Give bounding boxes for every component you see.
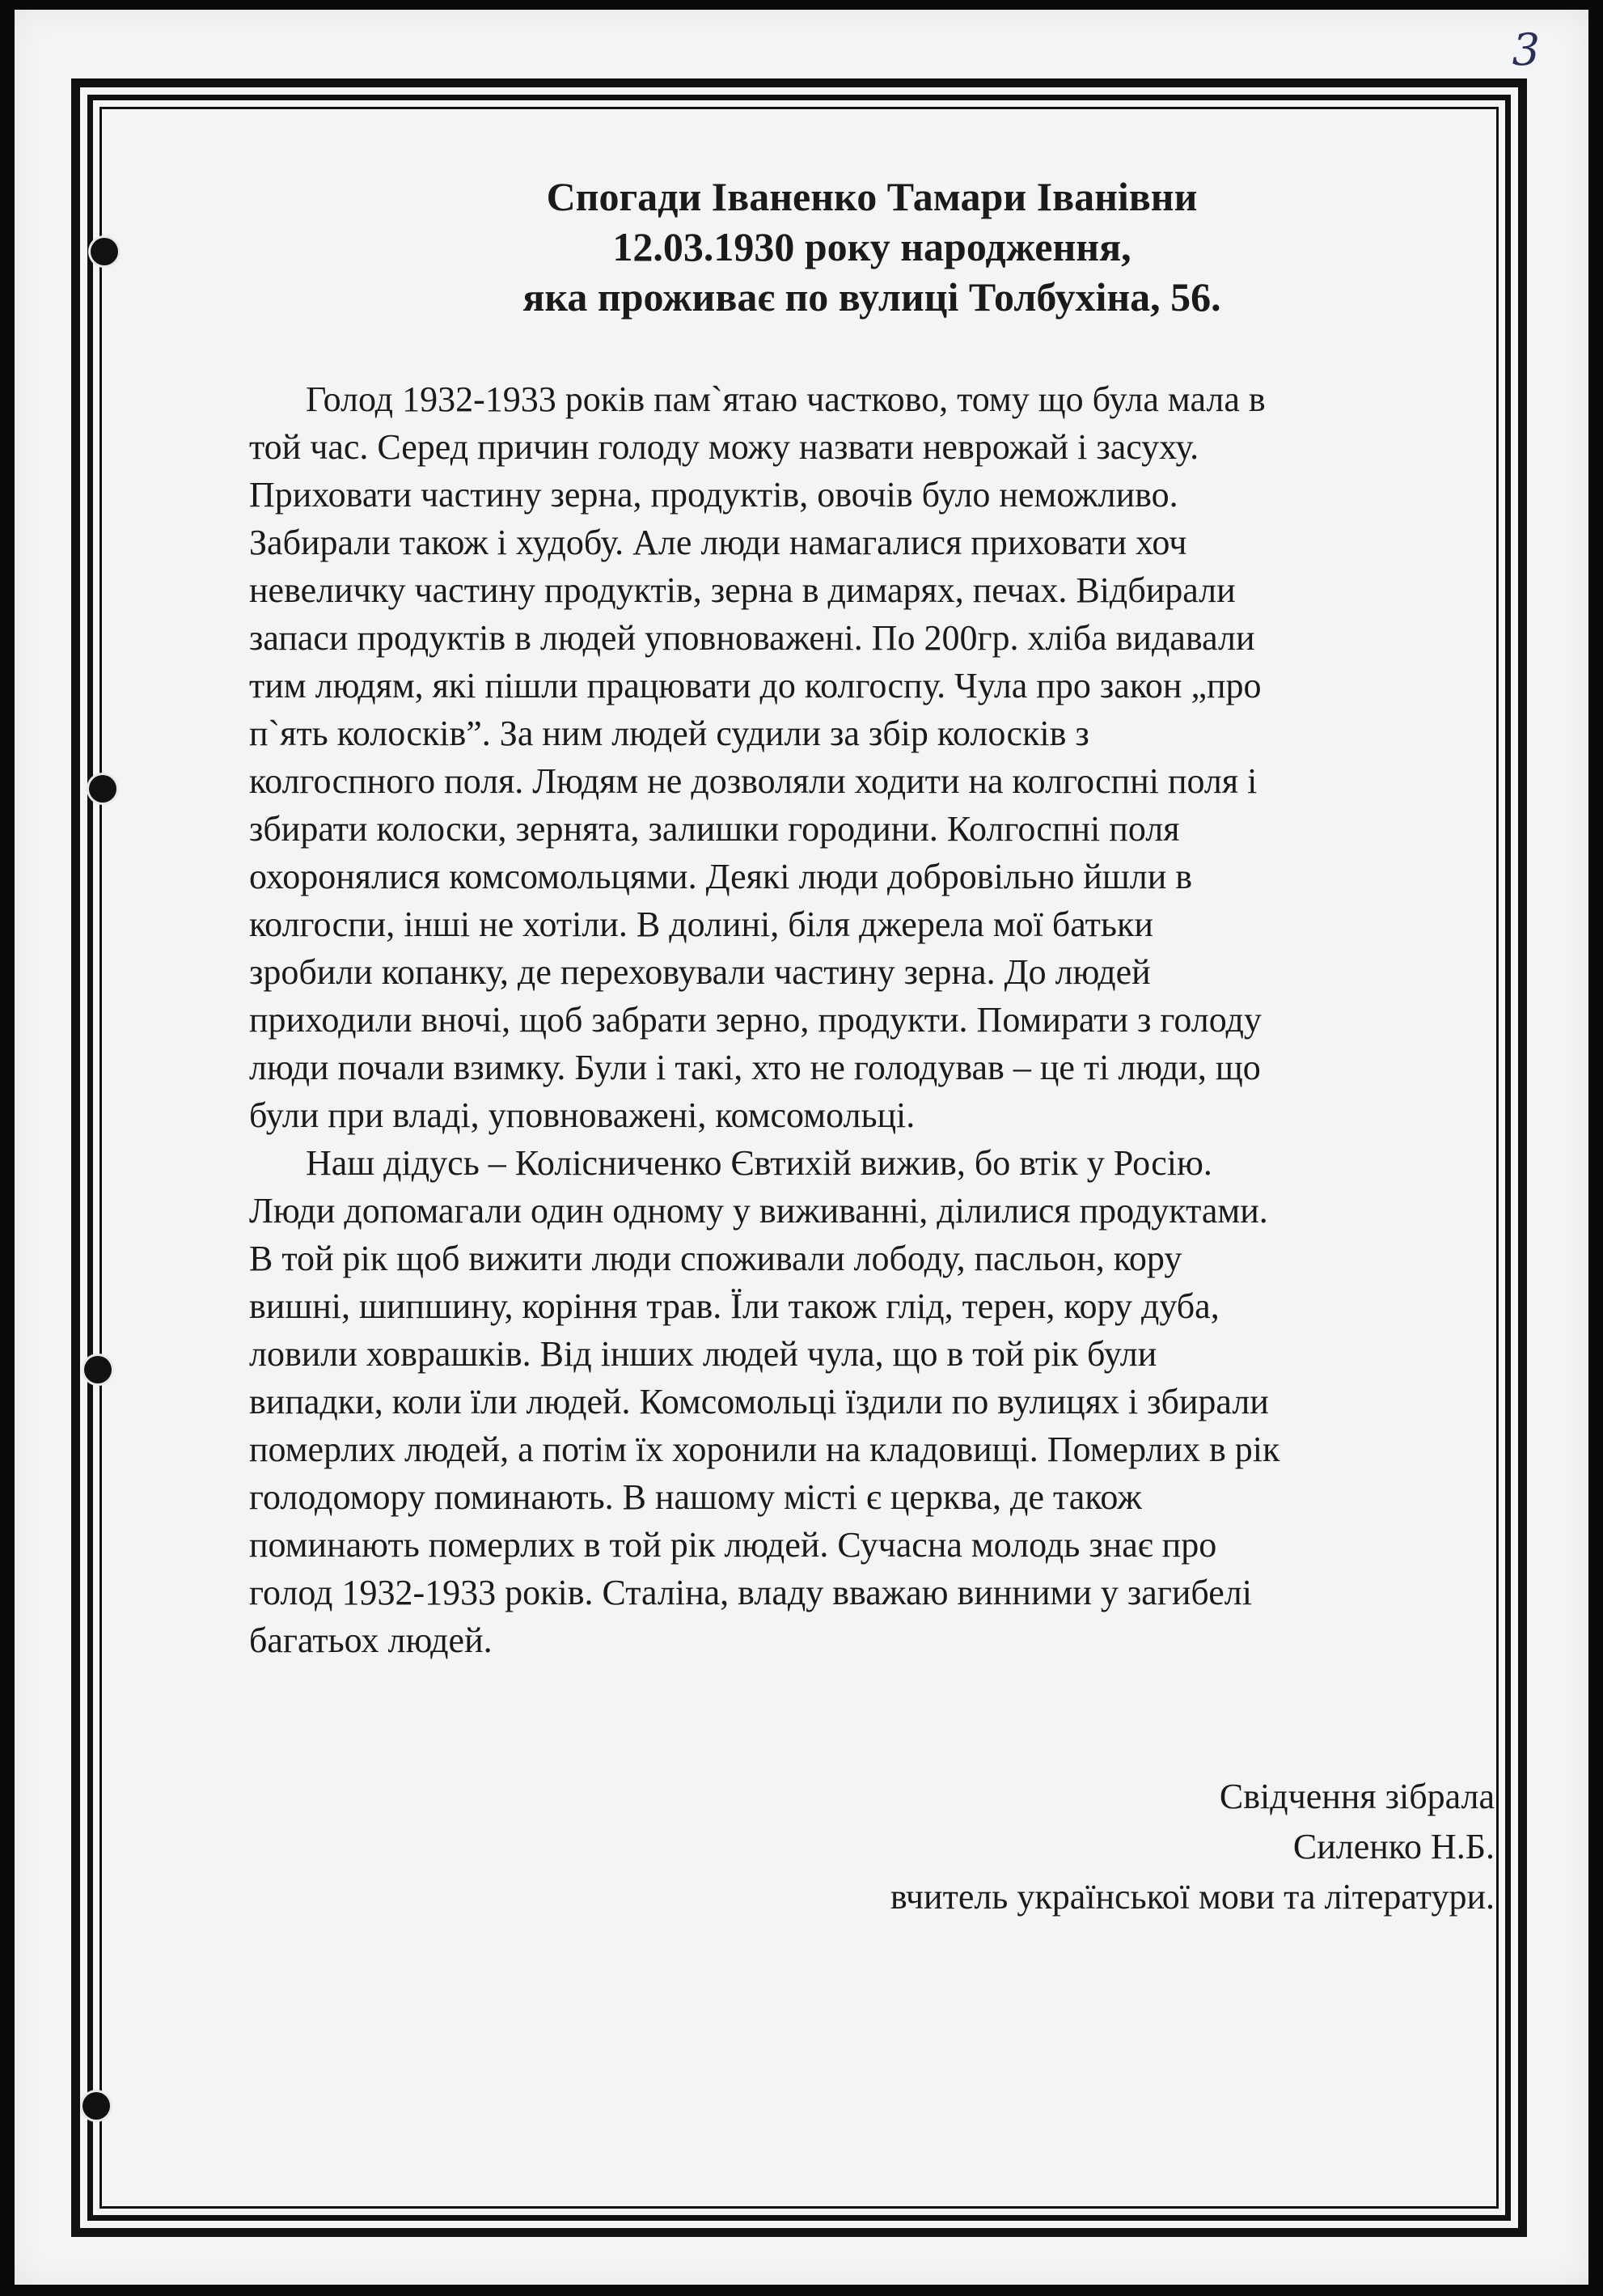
signature-line: вчитель української мови та літератури. — [890, 1877, 1495, 1917]
text-line: поминають померлих в той рік людей. Сучасна молодь знає про — [249, 1525, 1217, 1565]
text-line: Голод 1932-1933 років пам`ятаю частково, тому що була мала в — [306, 379, 1266, 419]
text-line: багатьох людей. — [249, 1620, 493, 1660]
text-line: Люди допомагали один одному у виживанні, ділилися продуктами. — [249, 1191, 1268, 1231]
document-title — [120, 172, 1495, 322]
document-content — [249, 172, 1495, 1917]
punch-hole — [91, 238, 118, 265]
text-line: В той рік щоб вижити люди споживали лободу, пасльон, кору — [249, 1239, 1182, 1278]
title-line: яка проживає по вулиці Толбухіна, 56. — [522, 274, 1221, 320]
text-line: колгоспи, інші не хотіли. В долині, біля джерела мої батьки — [249, 904, 1153, 944]
page-number: 3 — [1512, 24, 1540, 75]
text-line: приходили вночі, щоб забрати зерно, продукти. Помирати з голоду — [249, 1000, 1262, 1040]
text-line: Забирали також і худобу. Але люди намагалися приховати хоч — [249, 523, 1187, 562]
testimony-text — [249, 375, 1495, 1664]
text-line: вишні, шипшину, коріння трав. Їли також глід, терен, кору дуба, — [249, 1286, 1220, 1326]
signature-line: Свідчення зібрала — [1219, 1777, 1495, 1816]
title-line: 12.03.1930 року народження, — [612, 224, 1131, 269]
punch-hole — [82, 2092, 110, 2120]
text-line: ловили ховрашків. Від інших людей чула, що в той рік були — [249, 1334, 1157, 1374]
text-line: випадки, коли їли людей. Комсомольці їздили по вулицях і збирали — [249, 1382, 1269, 1421]
text-line: голод 1932-1933 років. Сталіна, владу вважаю винними у загибелі — [249, 1573, 1252, 1612]
text-line: п`ять колосків”. За ним людей судили за збір колосків з — [249, 714, 1089, 753]
text-line: Наш дідусь – Колісниченко Євтихій вижив, бо втік у Росію. — [306, 1143, 1212, 1183]
document-page — [15, 10, 1588, 2285]
text-line: померлих людей, а потім їх хоронили на кладовищі. Померлих в рік — [249, 1430, 1280, 1469]
text-line: люди почали взимку. Були і такі, хто не голодував – це ті люди, що — [249, 1048, 1261, 1087]
text-line: збирати колоски, зернята, залишки городини. Колгоспні поля — [249, 809, 1180, 849]
text-line: колгоспного поля. Людям не дозволяли ходити на колгоспні поля і — [249, 761, 1258, 801]
text-line: Приховати частину зерна, продуктів, овочів було неможливо. — [249, 475, 1178, 515]
signature-block — [249, 1772, 1495, 1922]
title-line: Спогади Іваненко Тамари Іванівни — [546, 174, 1198, 219]
text-line: охоронялися комсомольцями. Деякі люди добровільно йшли в — [249, 857, 1193, 896]
text-line: запаси продуктів в людей уповноважені. По 200гр. хліба видавали — [249, 618, 1255, 658]
text-line: невеличку частину продуктів, зерна в димарях, печах. Відбирали — [249, 570, 1236, 610]
signature-line: Силенко Н.Б. — [1292, 1827, 1495, 1866]
text-line: той час. Серед причин голоду можу назвати неврожай і засуху. — [249, 427, 1199, 467]
text-line: зробили копанку, де переховували частину зерна. До людей — [249, 952, 1151, 992]
text-line: тим людям, які пішли працювати до колгоспу. Чула про закон „про — [249, 666, 1262, 705]
text-line: голодомору поминають. В нашому місті є церква, де також — [249, 1477, 1142, 1517]
text-line: були при владі, уповноважені, комсомольці. — [249, 1095, 916, 1135]
punch-hole — [84, 1356, 112, 1383]
punch-hole — [89, 775, 116, 803]
